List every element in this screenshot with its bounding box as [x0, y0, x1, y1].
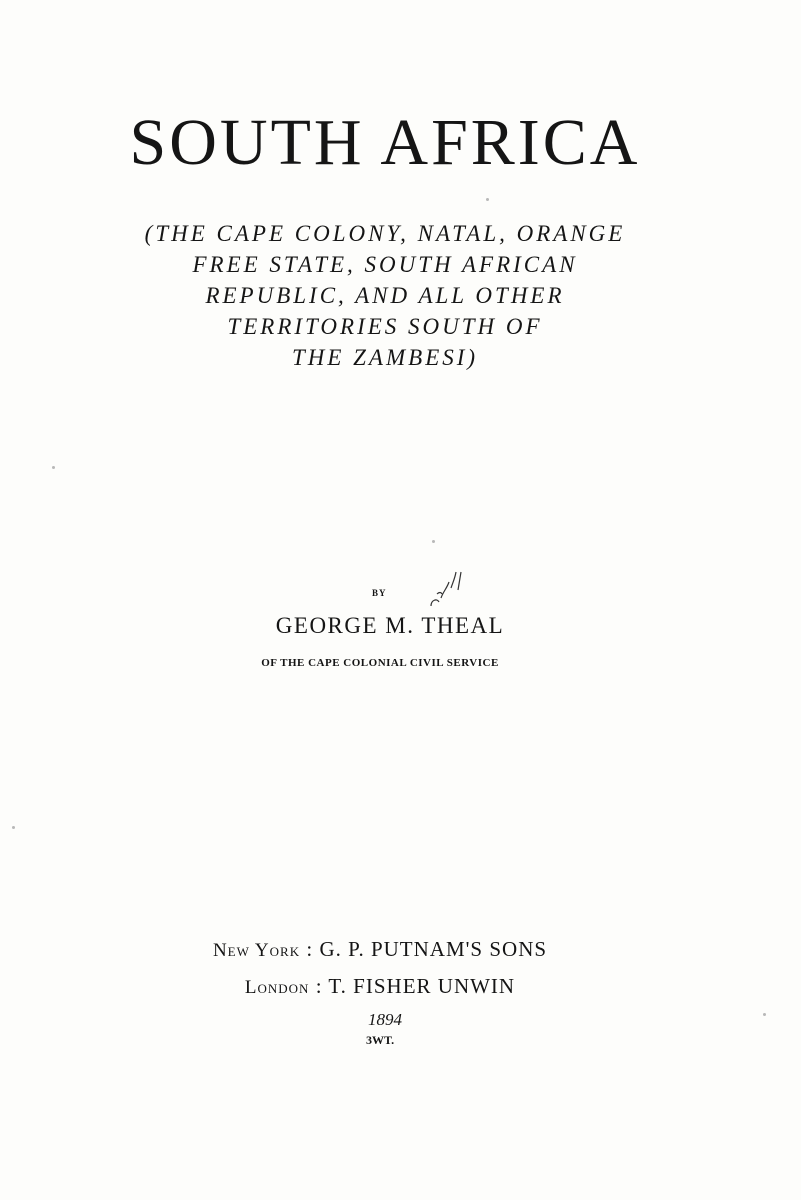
author-name: GEORGE M. THEAL	[275, 613, 505, 638]
publisher-separator: :	[309, 974, 329, 998]
subtitle-line: FREE STATE, SOUTH AFRICAN	[192, 252, 578, 277]
publisher-name: T. FISHER UNWIN	[328, 974, 516, 998]
paper-speck	[486, 198, 489, 201]
publisher-london	[0, 974, 760, 999]
paper-speck	[432, 540, 435, 543]
book-subtitle	[0, 218, 770, 373]
subtitle-line: (THE CAPE COLONY, NATAL, ORANGE	[144, 221, 626, 246]
publisher-name: G. P. PUTNAM'S SONS	[319, 937, 548, 961]
publisher-new-york	[0, 937, 760, 962]
subtitle-line: THE ZAMBESI)	[291, 345, 479, 370]
publication-year: 1894	[368, 1010, 402, 1029]
author-affiliation: OF THE CAPE COLONIAL CIVIL SERVICE	[261, 657, 499, 669]
paper-speck	[12, 826, 15, 829]
shelfmark: 3WT.	[366, 1033, 395, 1047]
subtitle-line: TERRITORIES SOUTH OF	[227, 314, 543, 339]
paper-speck	[52, 466, 55, 469]
publisher-city: London	[244, 977, 310, 998]
publisher-city: New York	[212, 940, 301, 961]
paper-speck	[763, 1013, 766, 1016]
handwritten-annotation	[425, 568, 465, 613]
byline: BY	[372, 588, 387, 598]
publisher-separator: :	[300, 937, 320, 961]
book-title: SOUTH AFRICA	[129, 106, 641, 179]
subtitle-line: REPUBLIC, AND ALL OTHER	[205, 283, 565, 308]
